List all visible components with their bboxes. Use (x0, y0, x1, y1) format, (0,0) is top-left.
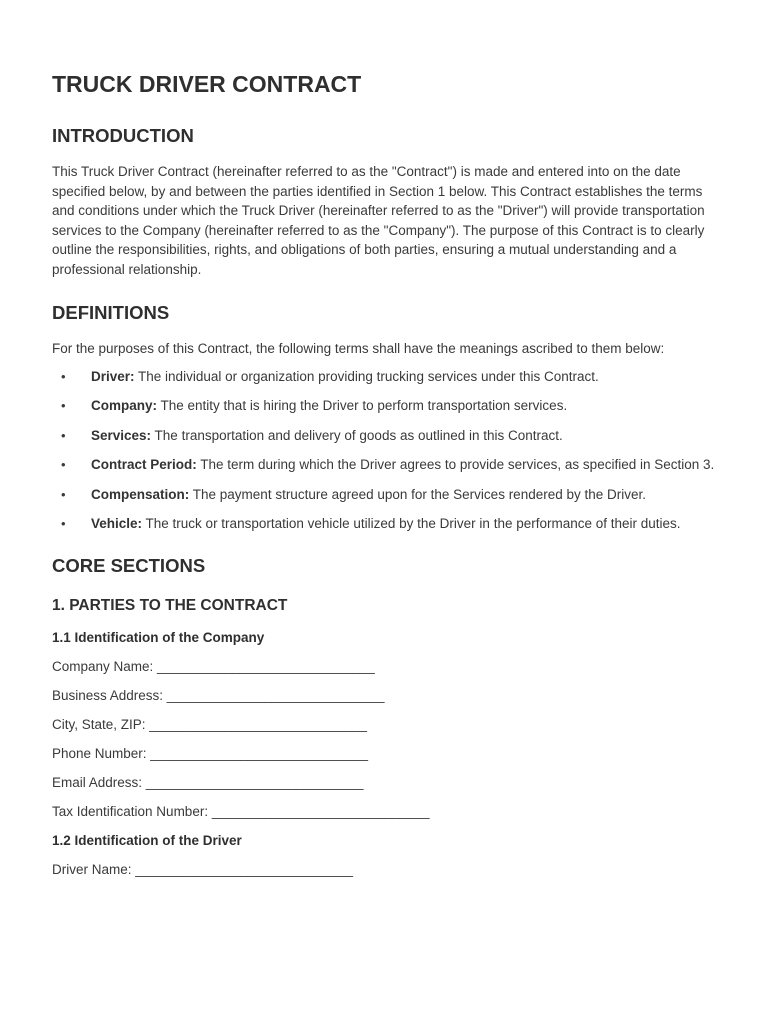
bullet-icon: • (61, 368, 66, 384)
bullet-icon: • (61, 398, 66, 413)
driver-identification-heading: 1.2 Identification of the Driver (52, 832, 242, 848)
definition-text: The individual or organization providing trucking services under this Contract. (134, 368, 599, 384)
definition-text: The transportation and delivery of goods as outlined in this Contract. (151, 427, 563, 443)
definition-term: Services: (91, 427, 152, 443)
bullet-icon: • (61, 427, 66, 443)
phone-number-field: Phone Number: _____________________________ (52, 745, 369, 761)
definitions-intro: For the purposes of this Contract, the following terms shall have the meanings ascribed to them below: (52, 341, 665, 356)
document-title: TRUCK DRIVER CONTRACT (52, 71, 362, 97)
definition-item-vehicle (52, 514, 718, 534)
company-identification-heading: 1.1 Identification of the Company (52, 629, 265, 645)
definition-item-services (52, 426, 718, 446)
business-address-field: Business Address: _____________________________ (52, 687, 385, 703)
definition-text: The term during which the Driver agrees to provide services, as specified in Section 3. (196, 457, 715, 472)
definition-term: Driver: (91, 368, 135, 384)
introduction-heading: INTRODUCTION (52, 125, 194, 146)
definitions-heading: DEFINITIONS (52, 302, 170, 323)
introduction-text: This Truck Driver Contract (hereinafter referred to as the "Contract") is made and entered into on the date specified below, by and between the parties identified in Section 1 below. This Contract establishes the terms and conditions under which the Truck Driver (hereinafter referred to as the "Driver") will provide transportation services to the Company (hereinafter referred to as the "Company"). The purpose of this Contract is to clearly outline the responsibilities, rights, and obligations of both parties, ensuring a mutual understanding and a professional relationship. (52, 164, 705, 277)
bullet-icon: • (61, 486, 66, 502)
bullet-icon: • (61, 516, 66, 531)
definitions-list (52, 367, 718, 534)
definition-item-compensation (52, 485, 718, 505)
driver-name-field: Driver Name: _____________________________ (52, 861, 353, 877)
definition-item-driver (52, 367, 718, 387)
bullet-icon: • (61, 457, 66, 472)
definition-text: The payment structure agreed upon for the Services rendered by the Driver. (189, 486, 647, 502)
section-1-heading: 1. PARTIES TO THE CONTRACT (52, 596, 288, 614)
email-address-field: Email Address: _____________________________ (52, 774, 364, 790)
core-sections-heading: CORE SECTIONS (52, 554, 206, 576)
definition-term: Vehicle: (91, 516, 143, 531)
definition-term: Compensation: (91, 486, 190, 502)
city-state-zip-field: City, State, ZIP: _____________________________ (52, 716, 368, 732)
definition-term: Company: (91, 398, 158, 413)
definition-item-company (52, 396, 718, 416)
definition-text: The entity that is hiring the Driver to perform transportation services. (157, 398, 568, 413)
definition-term: Contract Period: (91, 457, 197, 472)
tax-id-field: Tax Identification Number: _____________________________ (52, 803, 430, 819)
definition-text: The truck or transportation vehicle utilized by the Driver in the performance of their duties. (142, 516, 681, 531)
definition-item-contract-period (52, 455, 718, 475)
company-name-field: Company Name: _____________________________ (52, 658, 375, 674)
